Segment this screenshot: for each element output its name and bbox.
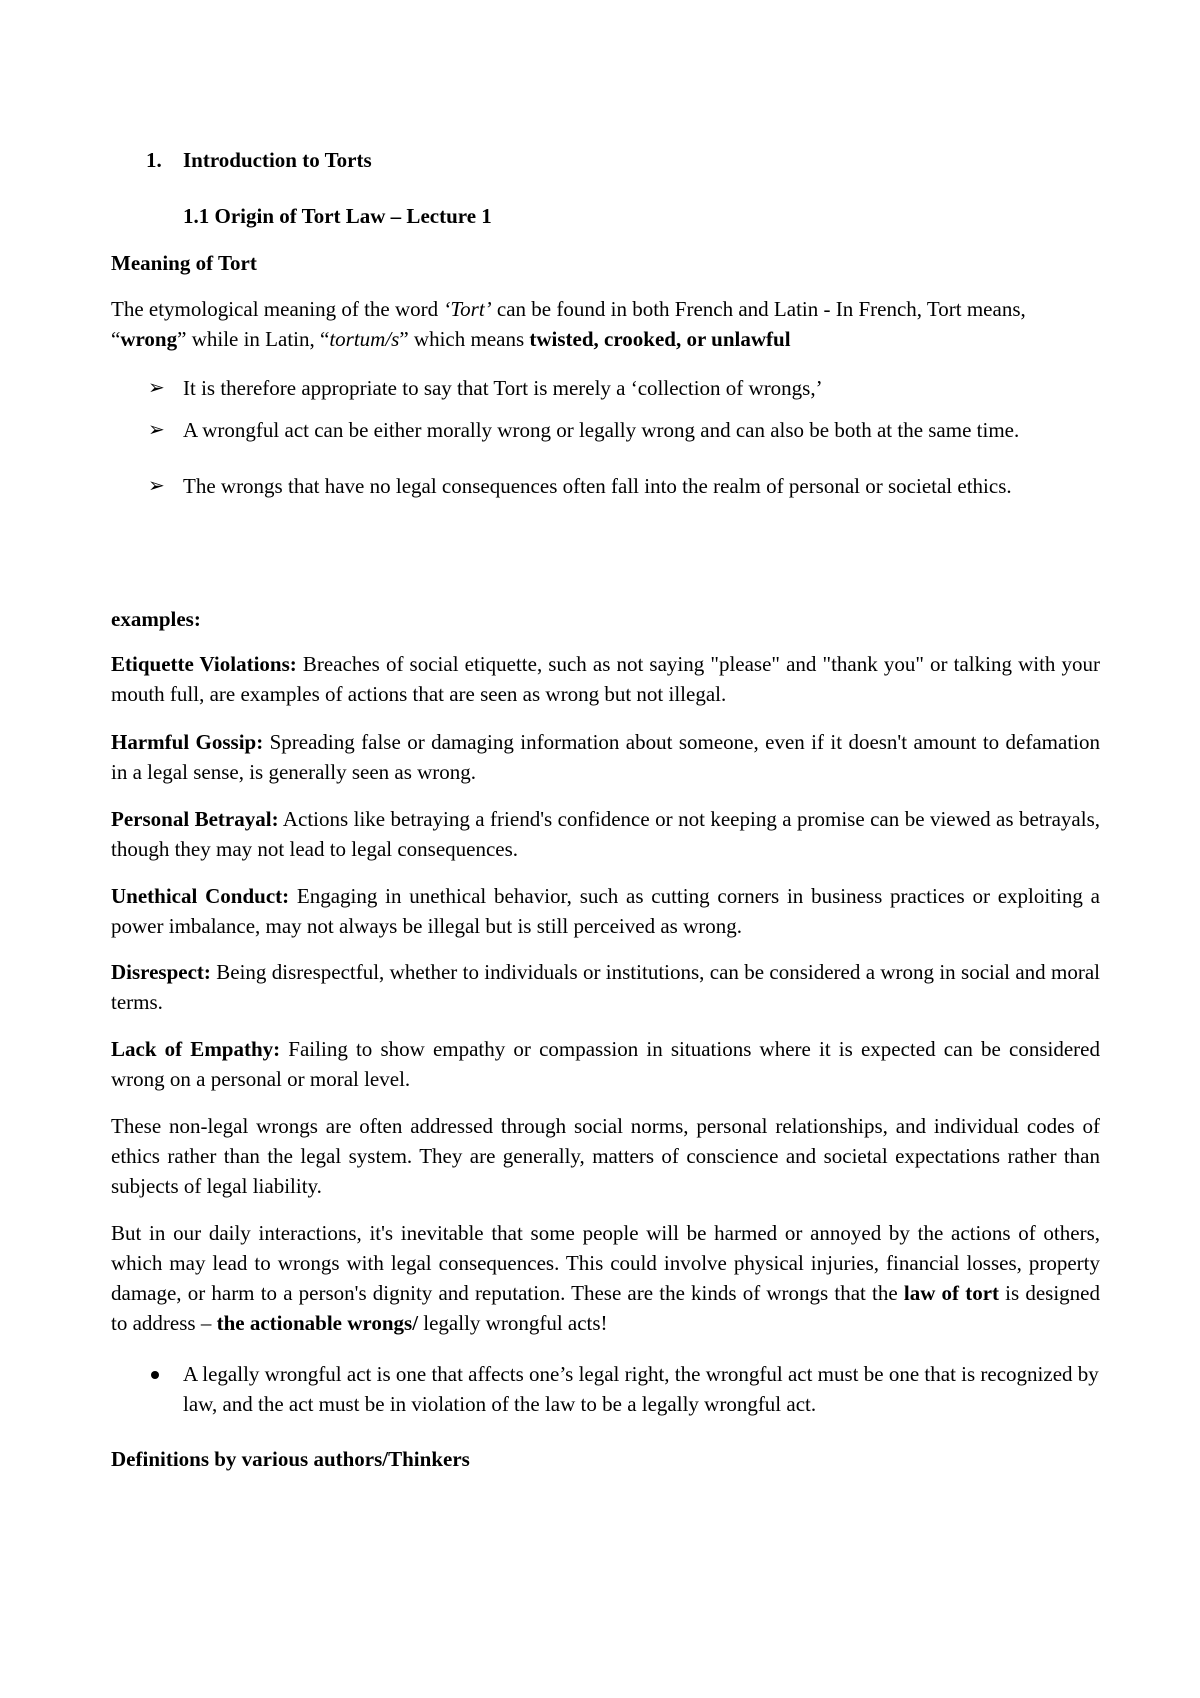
meaning-heading: Meaning of Tort (111, 251, 257, 275)
example-item-unethical: Unethical Conduct: Engaging in unethical behavior, such as cutting corners in business practices or exploiting a power imbalance, may not always be illegal but is still perceived as wrong. (111, 884, 1100, 938)
subsection-heading: 1.1 Origin of Tort Law – Lecture 1 (183, 204, 492, 228)
list-item: ➢ The wrongs that have no legal consequences often fall into the realm of personal or societal ethics. (111, 465, 1100, 507)
arrow-list (111, 373, 1100, 507)
list-item: ➢ It is therefore appropriate to say that Tort is merely a ‘collection of wrongs,’ (111, 373, 1100, 403)
definitions-heading: Definitions by various authors/Thinkers (111, 1447, 470, 1471)
example-item-disrespect: Disrespect: Being disrespectful, whether to individuals or institutions, can be considered a wrong in social and moral terms. (111, 960, 1100, 1014)
nonlegal-paragraph: These non-legal wrongs are often addressed through social norms, personal relationships, and individual codes of ethics rather than the legal system. They are generally, matters of conscience and societal expectations rather than subjects of legal liability. (111, 1114, 1100, 1198)
example-item-betrayal: Personal Betrayal: Actions like betraying a friend's confidence or not keeping a promise can be viewed as betrayals, though they may not lead to legal consequences. (111, 807, 1101, 861)
example-item-empathy: Lack of Empathy: Failing to show empathy or compassion in situations where it is expected can be considered wrong on a personal or moral level. (111, 1037, 1100, 1091)
bullet-list-item: A legally wrongful act is one that affects one’s legal right, the wrongful act must be one that is recognized by law, and the act must be in violation of the law to be a legally wrongful act. (111, 1359, 1100, 1419)
bullet-dot-icon (151, 1371, 159, 1379)
arrow-bullet-icon: ➢ (148, 419, 165, 441)
examples-heading: examples: (111, 607, 201, 631)
section-title: Introduction to Torts (183, 148, 372, 172)
example-item-etiquette: Etiquette Violations: Breaches of social etiquette, such as not saying "please" and "thank you" or talking with your mouth full, are examples of actions that are seen as wrong but not illegal. (111, 652, 1100, 706)
arrow-bullet-icon: ➢ (148, 475, 165, 497)
section-heading (146, 145, 372, 175)
arrow-bullet-icon: ➢ (148, 377, 165, 399)
example-item-gossip: Harmful Gossip: Spreading false or damaging information about someone, even if it doesn't amount to defamation in a legal sense, is generally seen as wrong. (111, 730, 1100, 784)
meaning-paragraph: The etymological meaning of the word ‘Tort’ can be found in both French and Latin - In French, Tort means, “wrong” while in Latin, “tortum/s” which means twisted, crooked, or unlawful (111, 297, 1026, 351)
list-item: ➢ A wrongful act can be either morally wrong or legally wrong and can also be both at the same time. (111, 415, 1100, 445)
daily-interactions-paragraph: But in our daily interactions, it's inevitable that some people will be harmed or annoyed by the actions of others, which may lead to wrongs with legal consequences. This could involve physical injuries, financial losses, property damage, or harm to a person's dignity and reputation. These are the kinds of wrongs that the law of tort is designed to address – the actionable wrongs/ legally wrongful acts! (111, 1221, 1101, 1335)
section-number: 1. (146, 148, 162, 172)
